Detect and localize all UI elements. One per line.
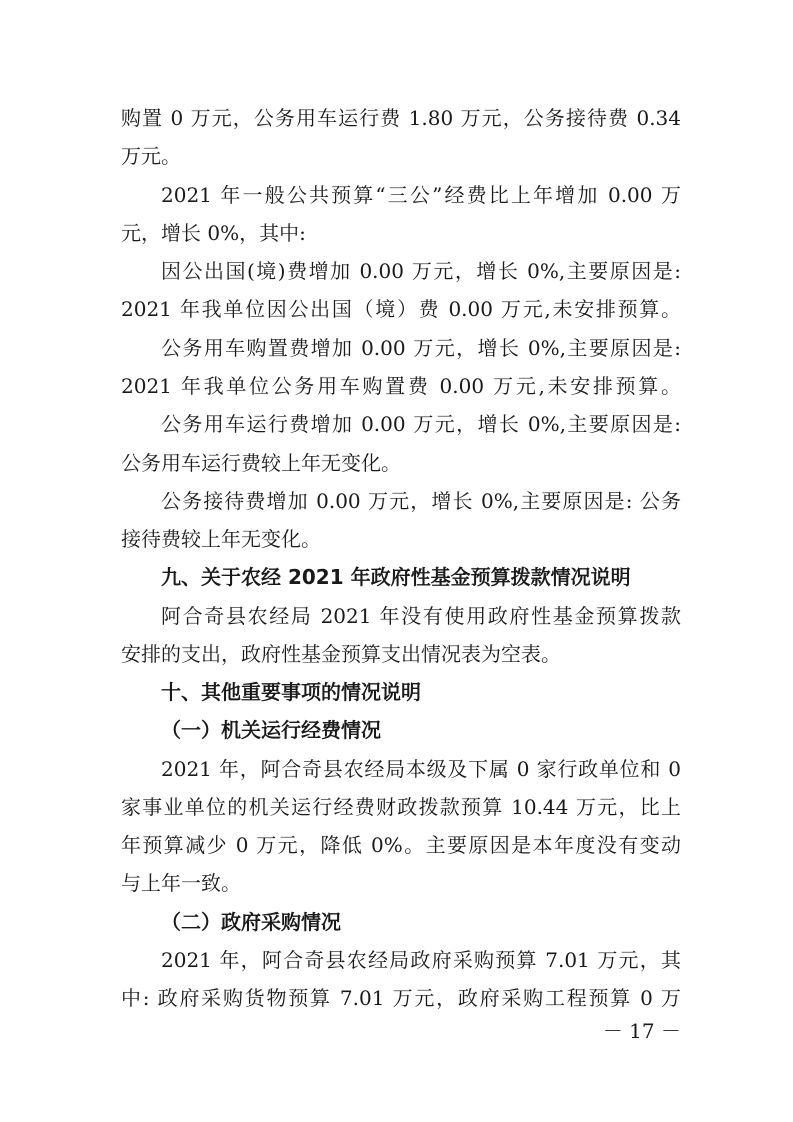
text-line: 接待费较上年无变化。 <box>121 527 321 551</box>
text-line: 元，增长 0%，其中: <box>121 221 306 245</box>
text-line: 安排的支出，政府性基金预算支出情况表为空表。 <box>121 642 561 666</box>
text-line: 家事业单位的机关运行经费财政拨款预算 10.44 万元，比上 <box>121 795 681 819</box>
page-number: － 17 － <box>602 1019 681 1043</box>
text-line: 因公出国(境)费增加 0.00 万元，增长 0%,主要原因是: <box>161 259 681 283</box>
text-line: 2021 年我单位公务用车购置费 0.00 万元,未安排预算。 <box>121 374 681 398</box>
text-line: 与上年一致。 <box>121 871 241 895</box>
section-heading-10: 十、其他重要事项的情况说明 <box>161 680 421 704</box>
text-line: 公务用车运行费增加 0.00 万元，增长 0%,主要原因是: <box>161 412 681 436</box>
section-heading-9: 九、关于农经 2021 年政府性基金预算拨款情况说明 <box>161 565 631 589</box>
subsection-heading-2: （二）政府采购情况 <box>161 910 341 934</box>
text-line: 公务用车运行费较上年无变化。 <box>121 451 401 475</box>
text-line: 2021 年，阿合奇县农经局政府采购预算 7.01 万元，其 <box>161 948 681 972</box>
text-line: 2021 年我单位因公出国（境）费 0.00 万元,未安排预算。 <box>121 297 681 321</box>
text-line: 阿合奇县农经局 2021 年没有使用政府性基金预算拨款 <box>161 604 681 628</box>
text-line: 年预算减少 0 万元，降低 0%。主要原因是本年度没有变动 <box>121 833 681 857</box>
text-line: 公务用车购置费增加 0.00 万元，增长 0%,主要原因是: <box>161 336 681 360</box>
text-line: 购置 0 万元，公务用车运行费 1.80 万元，公务接待费 0.34 <box>121 106 681 130</box>
text-line: 公务接待费增加 0.00 万元，增长 0%,主要原因是: 公务 <box>161 489 681 513</box>
text-line: 中: 政府采购货物预算 7.01 万元，政府采购工程预算 0 万 <box>121 986 681 1010</box>
subsection-heading-1: （一）机关运行经费情况 <box>161 718 381 742</box>
text-line: 万元。 <box>121 144 181 168</box>
text-line: 2021 年，阿合奇县农经局本级及下属 0 家行政单位和 0 <box>161 757 681 781</box>
text-line: 2021 年一般公共预算“三公”经费比上年增加 0.00 万 <box>161 183 681 207</box>
